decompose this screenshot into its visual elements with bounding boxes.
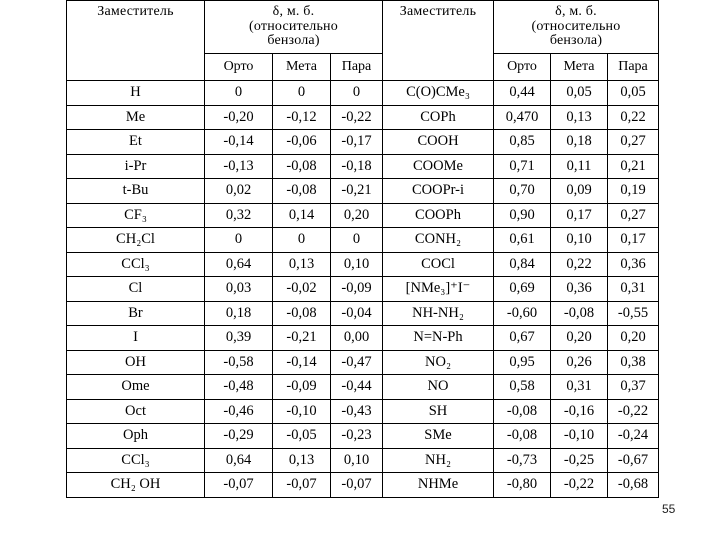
ortho-right-cell: 0,61 <box>494 228 551 253</box>
ortho-left-cell: 0,03 <box>205 277 273 302</box>
meta-right-cell: 0,13 <box>551 105 608 130</box>
meta-left-cell: -0,06 <box>273 130 331 155</box>
para-right-cell: 0,22 <box>608 105 659 130</box>
ortho-right-cell: -0,08 <box>494 424 551 449</box>
table-row <box>67 228 659 253</box>
ortho-right-cell: 0,90 <box>494 203 551 228</box>
ortho-left-cell: 0,02 <box>205 179 273 204</box>
table-row <box>67 203 659 228</box>
ortho-header-right: Орто <box>494 54 551 81</box>
meta-right-cell: 0,36 <box>551 277 608 302</box>
substituent-left-cell: Et <box>67 130 205 155</box>
substituent-right-cell: N=N-Ph <box>383 326 494 351</box>
table-row <box>67 350 659 375</box>
para-left-cell: 0,00 <box>331 326 383 351</box>
substituent-header-left: Заместитель <box>67 1 205 81</box>
page-number: 55 <box>662 502 676 516</box>
meta-right-cell: 0,22 <box>551 252 608 277</box>
substituent-left-cell: Oct <box>67 399 205 424</box>
meta-left-cell: 0,13 <box>273 448 331 473</box>
para-left-cell: -0,22 <box>331 105 383 130</box>
ortho-right-cell: -0,80 <box>494 473 551 498</box>
para-left-cell: 0 <box>331 81 383 106</box>
substituent-right-cell: COOMe <box>383 154 494 179</box>
meta-right-cell: -0,08 <box>551 301 608 326</box>
substituent-left-cell: CCl₃ <box>67 448 205 473</box>
substituent-left-cell: Cl <box>67 277 205 302</box>
para-right-cell: 0,37 <box>608 375 659 400</box>
ortho-left-cell: -0,46 <box>205 399 273 424</box>
table-row <box>67 154 659 179</box>
substituent-right-cell: COOPh <box>383 203 494 228</box>
meta-header-left: Мета <box>273 54 331 81</box>
para-left-cell: -0,23 <box>331 424 383 449</box>
para-left-cell: -0,43 <box>331 399 383 424</box>
substituent-right-cell: COCl <box>383 252 494 277</box>
substituent-left-cell: Oph <box>67 424 205 449</box>
para-header-left: Пара <box>331 54 383 81</box>
para-right-cell: 0,19 <box>608 179 659 204</box>
meta-left-cell: -0,08 <box>273 154 331 179</box>
meta-right-cell: 0,18 <box>551 130 608 155</box>
para-right-cell: 0,05 <box>608 81 659 106</box>
meta-left-cell: -0,09 <box>273 375 331 400</box>
ortho-right-cell: -0,73 <box>494 448 551 473</box>
table-row <box>67 301 659 326</box>
substituent-right-cell: [NMe₃]⁺I⁻ <box>383 277 494 302</box>
table-row <box>67 105 659 130</box>
ortho-left-cell: 0 <box>205 228 273 253</box>
ortho-left-cell: -0,07 <box>205 473 273 498</box>
substituent-header-right: Заместитель <box>383 1 494 81</box>
ortho-right-cell: -0,08 <box>494 399 551 424</box>
ortho-right-cell: 0,470 <box>494 105 551 130</box>
para-right-cell: 0,31 <box>608 277 659 302</box>
meta-left-cell: 0 <box>273 81 331 106</box>
ortho-left-cell: 0,64 <box>205 252 273 277</box>
shift-table-sheet <box>66 0 658 528</box>
meta-left-cell: 0 <box>273 228 331 253</box>
meta-left-cell: -0,07 <box>273 473 331 498</box>
para-left-cell: 0,10 <box>331 252 383 277</box>
meta-left-cell: 0,14 <box>273 203 331 228</box>
ortho-left-cell: -0,58 <box>205 350 273 375</box>
table-row <box>67 252 659 277</box>
para-left-cell: -0,09 <box>331 277 383 302</box>
ortho-right-cell: 0,71 <box>494 154 551 179</box>
ortho-left-cell: -0,13 <box>205 154 273 179</box>
ortho-left-cell: 0,64 <box>205 448 273 473</box>
para-right-cell: -0,22 <box>608 399 659 424</box>
substituent-left-cell: Br <box>67 301 205 326</box>
meta-right-cell: 0,17 <box>551 203 608 228</box>
meta-right-cell: -0,16 <box>551 399 608 424</box>
substituent-right-cell: C(O)CMe₃ <box>383 81 494 106</box>
para-left-cell: -0,44 <box>331 375 383 400</box>
para-right-cell: -0,55 <box>608 301 659 326</box>
ortho-left-cell: -0,29 <box>205 424 273 449</box>
para-left-cell: -0,21 <box>331 179 383 204</box>
substituent-left-cell: i-Pr <box>67 154 205 179</box>
meta-right-cell: 0,20 <box>551 326 608 351</box>
ortho-right-cell: 0,84 <box>494 252 551 277</box>
para-left-cell: 0 <box>331 228 383 253</box>
meta-right-cell: 0,05 <box>551 81 608 106</box>
ortho-right-cell: 0,44 <box>494 81 551 106</box>
substituent-right-cell: NO <box>383 375 494 400</box>
substituent-right-cell: NHMe <box>383 473 494 498</box>
meta-right-cell: -0,10 <box>551 424 608 449</box>
ortho-left-cell: 0 <box>205 81 273 106</box>
para-right-cell: 0,27 <box>608 130 659 155</box>
meta-right-cell: 0,11 <box>551 154 608 179</box>
substituent-right-cell: NH₂ <box>383 448 494 473</box>
table-row <box>67 375 659 400</box>
substituent-right-cell: SMe <box>383 424 494 449</box>
ortho-left-cell: 0,39 <box>205 326 273 351</box>
para-right-cell: 0,27 <box>608 203 659 228</box>
substituent-left-cell: H <box>67 81 205 106</box>
table-row <box>67 326 659 351</box>
meta-right-cell: 0,10 <box>551 228 608 253</box>
ortho-right-cell: 0,95 <box>494 350 551 375</box>
meta-left-cell: -0,14 <box>273 350 331 375</box>
para-right-cell: -0,24 <box>608 424 659 449</box>
para-right-cell: 0,17 <box>608 228 659 253</box>
para-right-cell: 0,36 <box>608 252 659 277</box>
substituent-left-cell: OH <box>67 350 205 375</box>
ortho-left-cell: 0,18 <box>205 301 273 326</box>
substituent-right-cell: COOPr-i <box>383 179 494 204</box>
substituent-left-cell: Me <box>67 105 205 130</box>
table-row <box>67 473 659 498</box>
para-left-cell: -0,07 <box>331 473 383 498</box>
substituent-right-cell: NH-NH₂ <box>383 301 494 326</box>
table-row <box>67 424 659 449</box>
ortho-left-cell: -0,14 <box>205 130 273 155</box>
ortho-header-left: Орто <box>205 54 273 81</box>
substituent-left-cell: CF₃ <box>67 203 205 228</box>
meta-right-cell: 0,26 <box>551 350 608 375</box>
para-left-cell: -0,47 <box>331 350 383 375</box>
table-row <box>67 448 659 473</box>
substituent-right-cell: COOH <box>383 130 494 155</box>
table-row <box>67 81 659 106</box>
table-row <box>67 399 659 424</box>
meta-header-right: Мета <box>551 54 608 81</box>
header-row <box>67 1 659 54</box>
chemical-shift-table <box>66 0 659 498</box>
meta-left-cell: -0,12 <box>273 105 331 130</box>
substituent-right-cell: SH <box>383 399 494 424</box>
meta-right-cell: -0,22 <box>551 473 608 498</box>
ortho-right-cell: 0,70 <box>494 179 551 204</box>
para-left-cell: 0,20 <box>331 203 383 228</box>
ortho-right-cell: 0,69 <box>494 277 551 302</box>
ortho-left-cell: -0,48 <box>205 375 273 400</box>
substituent-left-cell: t-Bu <box>67 179 205 204</box>
meta-left-cell: -0,08 <box>273 301 331 326</box>
substituent-right-cell: COPh <box>383 105 494 130</box>
meta-left-cell: -0,05 <box>273 424 331 449</box>
meta-left-cell: -0,02 <box>273 277 331 302</box>
meta-right-cell: -0,25 <box>551 448 608 473</box>
meta-left-cell: -0,10 <box>273 399 331 424</box>
substituent-left-cell: CH₂ OH <box>67 473 205 498</box>
meta-right-cell: 0,09 <box>551 179 608 204</box>
meta-left-cell: 0,13 <box>273 252 331 277</box>
table-row <box>67 130 659 155</box>
para-right-cell: -0,68 <box>608 473 659 498</box>
ortho-right-cell: 0,58 <box>494 375 551 400</box>
substituent-left-cell: I <box>67 326 205 351</box>
para-left-cell: -0,04 <box>331 301 383 326</box>
para-right-cell: -0,67 <box>608 448 659 473</box>
table-row <box>67 277 659 302</box>
para-left-cell: -0,17 <box>331 130 383 155</box>
para-header-right: Пара <box>608 54 659 81</box>
ortho-right-cell: 0,67 <box>494 326 551 351</box>
para-right-cell: 0,21 <box>608 154 659 179</box>
para-left-cell: 0,10 <box>331 448 383 473</box>
meta-right-cell: 0,31 <box>551 375 608 400</box>
para-left-cell: -0,18 <box>331 154 383 179</box>
ortho-left-cell: -0,20 <box>205 105 273 130</box>
substituent-left-cell: CH₂Cl <box>67 228 205 253</box>
substituent-left-cell: CCl₃ <box>67 252 205 277</box>
substituent-right-cell: NO₂ <box>383 350 494 375</box>
shift-header-left: δ, м. б. (относительно бензола) <box>205 1 383 54</box>
shift-header-right: δ, м. б. (относительно бензола) <box>494 1 659 54</box>
meta-left-cell: -0,08 <box>273 179 331 204</box>
substituent-right-cell: CONH₂ <box>383 228 494 253</box>
meta-left-cell: -0,21 <box>273 326 331 351</box>
ortho-left-cell: 0,32 <box>205 203 273 228</box>
ortho-right-cell: -0,60 <box>494 301 551 326</box>
substituent-left-cell: Ome <box>67 375 205 400</box>
para-right-cell: 0,20 <box>608 326 659 351</box>
para-right-cell: 0,38 <box>608 350 659 375</box>
table-row <box>67 179 659 204</box>
ortho-right-cell: 0,85 <box>494 130 551 155</box>
